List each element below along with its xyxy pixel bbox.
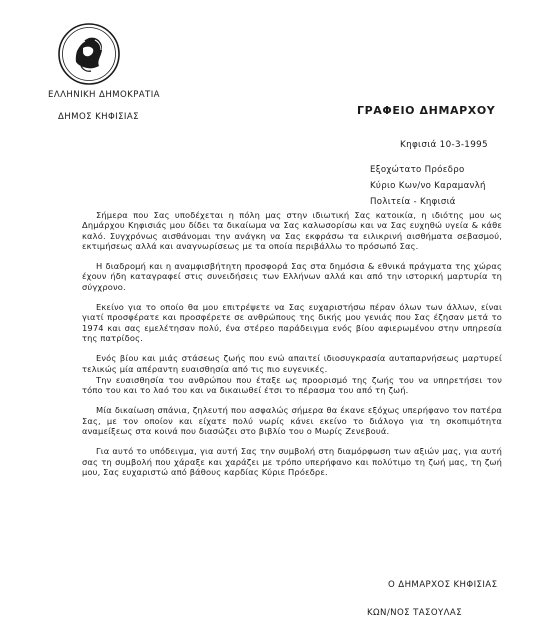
municipality-heading: ΔΗΜΟΣ ΚΗΦΙΣΙΑΣ (58, 112, 139, 122)
signer-role: Ο ΔΗΜΑΡΧΟΣ ΚΗΦΙΣΙΑΣ (388, 580, 498, 590)
coat-of-arms-seal-icon (57, 22, 121, 86)
recipient-line-1: Εξοχώτατο Πρόεδρο (370, 165, 465, 175)
recipient-line-3: Πολιτεία - Κηφισιά (370, 197, 456, 207)
paragraph: Σήμερα που Σας υποδέχεται η πόλη μας στην ιδιωτική Σας κατοικία, η ιδιότης μου ως Δημάρχου Κηφισιάς μου δίδει τα δικαίωμα να Σας καλωσορίσω και να Σας ευχηθώ υγεία & κάθε καλό. Συγχρόνως αισθάνομαι την ανάγκη να Σας εκφράσω τα ειλικρινή αισθήματα σεβασμού, εκτιμήσεως αλλά και αναγνωρίσεως με τα οποία περιβάλλω το πρόσωπό Σας. (82, 210, 502, 251)
recipient-line-2: Κύριο Κων/νο Καραμανλή (370, 181, 486, 191)
office-title: ΓΡΑΦΕΙΟ ΔΗΜΑΡΧΟΥ (357, 104, 496, 117)
letter-date: Κηφισιά 10-3-1995 (400, 140, 488, 150)
paragraph: Την ευαισθησία του ανθρώπου που έταξε ως προορισμό της ζωής του να υπηρετήσει τον τόπο του και το λαό του και να δικαιωθεί έτσι το πέρασμα του από τη ζωή. (82, 374, 502, 396)
signer-name: ΚΩΝ/ΝΟΣ ΤΑΣΟΥΛΑΣ (367, 608, 463, 618)
paragraph: Εκείνο για το οποίο θα μου επιτρέψετε να Σας ευχαριστήσω πέραν όλων των άλλων, είναι γιατί προσφέρατε και προσφέρετε σε ανθρώπους της δικής μου γενιάς που Σας έζησαν μετά το 1974 και σας εμελέτησαν πολύ, ένα στέρεο παράδειγμα ενός βίου αφιερωμένου στην υπηρεσία της πατρίδος. (82, 302, 502, 343)
country-heading: ΕΛΛΗΝΙΚΗ ΔΗΜΟΚΡΑΤΙΑ (48, 90, 160, 100)
paragraph: Μία δικαίωση σπάνια, ζηλευτή που ασφαλώς σήμερα θα έκανε εξόχως υπερήφανο τον πατέρα Σας, με τον οποίον και είχατε πολύ νωρίς κάνει εκείνο το διάλογο για τη σκοπιμότητα αναμείξεως στα κοινά που διασώζει στο βιβλίο του ο Μωρίς Ζενεβουά. (82, 405, 502, 437)
letter-body (82, 210, 502, 487)
paragraph: Η διαδρομή και η αναμφισβήτητη προσφορά Σας στα δημόσια & εθνικά πράγματα της χώρας έχουν ήδη καταγραφεί στις συνειδήσεις των Ελλήνων αλλά και από την ιστορική μαρτυρία τη σύγχρονο. (82, 261, 502, 292)
paragraph: Για αυτό το υπόδειγμα, για αυτή Σας την συμβολή στη διαμόρφωση των αξιών μας, για αυτή σας τη συμβολή που χάραξε και χαράζει με τρόπο υπερήφανο και πολύτιμο τη ζωή μας, τη ζωή μου, Σας ευχαριστώ από βάθους καρδίας Κύριε Πρόεδρε. (82, 446, 502, 477)
paragraph: Ενός βίου και μιάς στάσεως ζωής που ενώ απαιτεί ιδιοσυγκρασία αυταπαρνήσεως μαρτυρεί τελικώς μία απέραντη ευαισθησία από τις πιο ευγενικές. (82, 353, 502, 374)
